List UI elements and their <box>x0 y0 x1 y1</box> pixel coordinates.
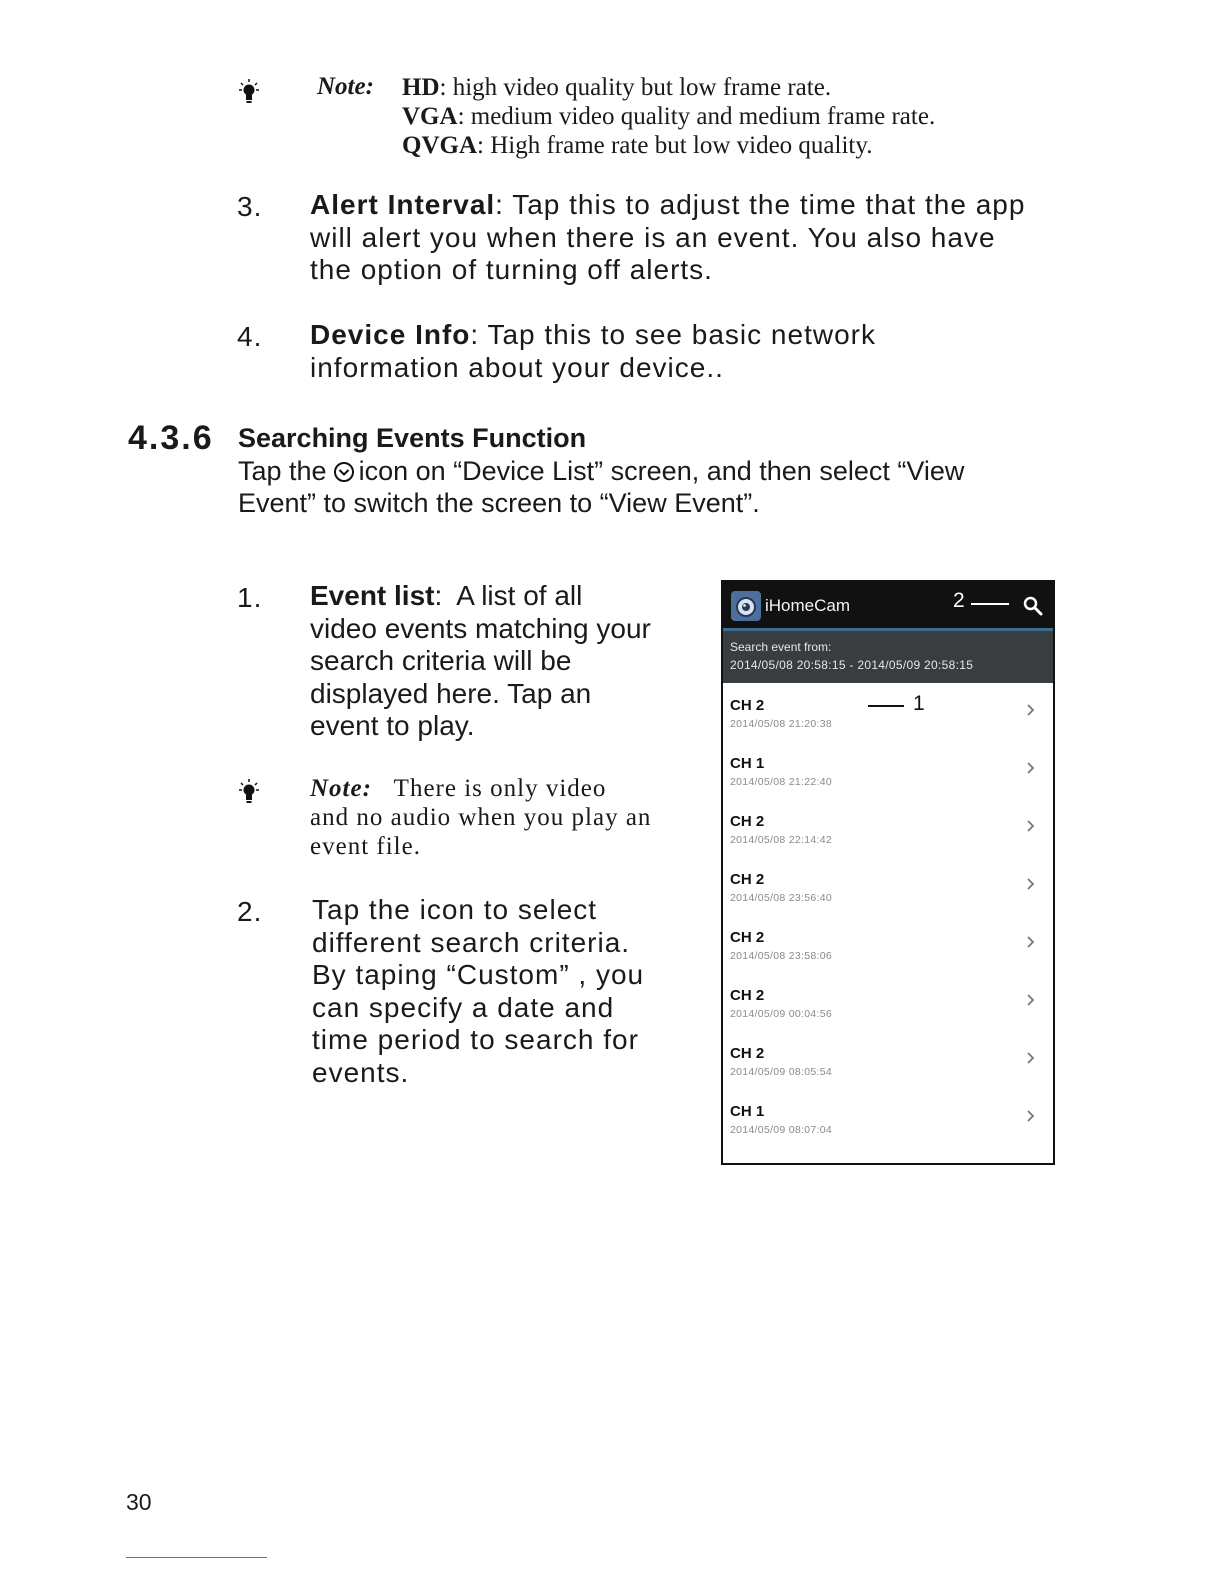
chevron-right-icon <box>1026 761 1036 775</box>
event-row[interactable] <box>723 741 1053 799</box>
dropdown-circle-icon <box>333 461 355 483</box>
event-channel: CH 1 <box>730 755 765 772</box>
item-number: 1. <box>237 582 263 613</box>
event-channel: CH 2 <box>730 697 765 714</box>
event-row[interactable] <box>723 799 1053 857</box>
note-quality-list <box>402 73 935 160</box>
event-row[interactable] <box>723 1031 1053 1089</box>
chevron-right-icon <box>1026 819 1036 833</box>
event-channel: CH 2 <box>730 813 765 830</box>
search-icon[interactable] <box>1022 595 1044 617</box>
event-row[interactable] <box>723 857 1053 915</box>
event-channel: CH 2 <box>730 987 765 1004</box>
event-time: 2014/05/08 22:14:42 <box>730 834 833 846</box>
note-line-vga: VGA: medium video quality and medium frame rate. <box>402 103 936 130</box>
footer-rule <box>126 1557 267 1558</box>
event-time: 2014/05/09 08:05:54 <box>730 1066 833 1078</box>
event-row[interactable] <box>723 683 1053 741</box>
event-time: 2014/05/08 23:56:40 <box>730 892 833 904</box>
callout-2-line <box>971 603 1009 605</box>
note-line-hd: HD: high video quality but low frame rate. <box>402 74 832 101</box>
event-time: 2014/05/09 00:04:56 <box>730 1008 833 1020</box>
event-time: 2014/05/08 21:20:38 <box>730 718 833 730</box>
event-channel: CH 2 <box>730 929 765 946</box>
callout-1-line <box>868 705 904 707</box>
chevron-right-icon <box>1026 877 1036 891</box>
event-time: 2014/05/08 21:22:40 <box>730 776 833 788</box>
event-list <box>723 683 1053 1147</box>
item-title: Device Info <box>310 319 471 350</box>
item-number: 2. <box>237 896 263 927</box>
item-title: Alert Interval <box>310 189 496 220</box>
event-row[interactable] <box>723 1089 1053 1147</box>
event-row[interactable] <box>723 973 1053 1031</box>
item-number: 4. <box>237 321 263 352</box>
chevron-right-icon <box>1026 1109 1036 1123</box>
note-line-qvga: QVGA: High frame rate but low video quality. <box>402 132 873 159</box>
app-title: iHomeCam <box>765 596 851 615</box>
page-number: 30 <box>126 1489 152 1515</box>
event-channel: CH 2 <box>730 1045 765 1062</box>
event-list-description: Event list: A list of all video events matching your search criteria will be displayed here. Tap an event to play. <box>310 580 651 741</box>
search-range-bar <box>723 631 1053 683</box>
note-label: Note: <box>310 775 372 802</box>
chevron-right-icon <box>1026 703 1036 717</box>
event-channel: CH 1 <box>730 1103 765 1120</box>
section-title: Searching Events Function <box>238 423 587 453</box>
section-number: 4.3.6 <box>128 419 214 457</box>
event-channel: CH 2 <box>730 871 765 888</box>
callout-2-label: 2 <box>953 589 965 612</box>
audio-note: Note: There is only video and no audio when you play an event file. <box>310 775 652 860</box>
search-range-value: 2014/05/08 20:58:15 - 2014/05/09 20:58:15 <box>730 658 974 672</box>
callout-1-label: 1 <box>913 692 925 715</box>
phone-screenshot <box>721 580 1055 1165</box>
chevron-right-icon <box>1026 935 1036 949</box>
lightbulb-icon <box>238 78 260 106</box>
chevron-right-icon <box>1026 1051 1036 1065</box>
item-title: Event list <box>310 580 435 611</box>
event-time: 2014/05/08 23:58:06 <box>730 950 833 962</box>
lightbulb-icon <box>238 778 260 806</box>
device-info-description: Device Info: Tap this to see basic network information about your device.. <box>310 319 876 383</box>
alert-interval-description: Alert Interval: Tap this to adjust the time that the app will alert you when there is an event. You also have the option of turning off alerts. <box>310 189 1026 285</box>
event-time: 2014/05/09 08:07:04 <box>730 1124 833 1136</box>
note-label: Note: <box>317 73 374 100</box>
app-logo-icon <box>731 591 761 621</box>
search-range-label: Search event from: <box>730 640 832 654</box>
item-number: 3. <box>237 191 263 222</box>
search-criteria-description: Tap the icon to select different search criteria. By taping “Custom” , you can specify a date and time period to search for events. <box>312 894 645 1088</box>
chevron-right-icon <box>1026 993 1036 1007</box>
app-header <box>723 582 1053 631</box>
section-body: Tap the icon on “Device List” screen, and then select “View Event” to switch the screen to “View Event”. <box>238 456 965 518</box>
event-row[interactable] <box>723 915 1053 973</box>
